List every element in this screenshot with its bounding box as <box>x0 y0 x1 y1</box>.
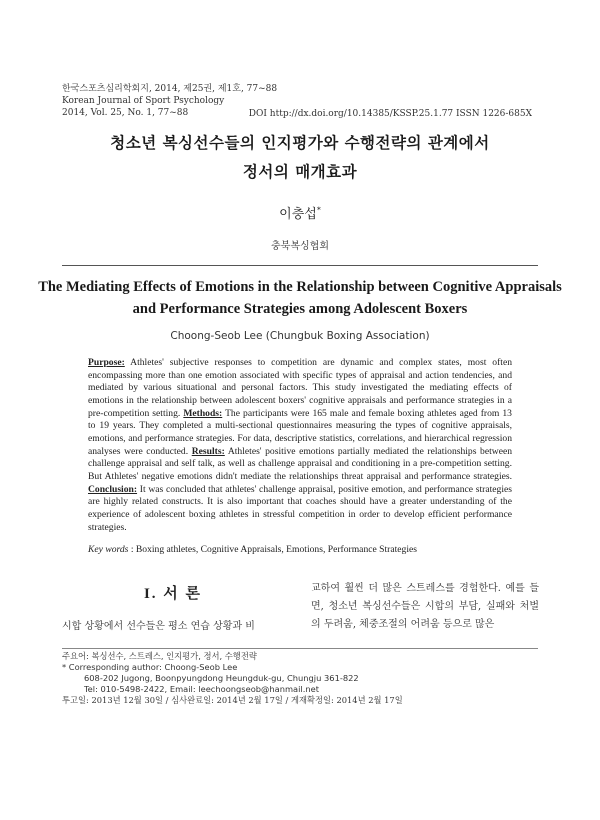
author-ko-mark: * <box>316 205 321 215</box>
conclusion-label: Conclusion: <box>88 483 138 495</box>
title-en-line2: and Performance Strategies among Adolescent Boxers <box>132 301 468 317</box>
author-en: Choong-Seob Lee (Chungbuk Boxing Association) <box>170 330 430 342</box>
footnote-divider <box>62 648 538 649</box>
keywords <box>88 544 518 555</box>
contact-text: Tel: 010-5498-2422, Email: leechoongseob@hanmail.net <box>84 684 319 694</box>
title-divider <box>62 265 538 266</box>
conclusion-text: It was concluded that athletes' challenge appraisal, positive emotion, and performance strategies are highly related constructs. It is also important that coaches should have a greater understanding of the experience of adolescent boxing athletes in stressful competition in order to develop efficient performance strategies. <box>88 483 512 533</box>
footnote-corresponding: * Corresponding author: Choong-Seob Lee <box>62 662 238 672</box>
journal-header-ko: 한국스포츠심리학회지, 2014, 제25권, 제1호, 77~88 <box>62 84 278 94</box>
results-text: Athletes' positive emotions partially mediated the relationships between challenge appraisal and self talk, as well as challenge appraisal and conditioning in a pre-competition setting. But Athletes' negative emotions didn't mediate the relationships threat appraisal and performance strategies. <box>88 445 513 482</box>
author-ko-name: 이충섭 <box>279 207 317 222</box>
footnote-address <box>62 673 359 684</box>
methods-label: Methods: <box>183 407 223 419</box>
title-en-line1: The Mediating Effects of Emotions in the Relationship between Cognitive Appraisals <box>38 279 562 295</box>
journal-header-en: Korean Journal of Sport Psychology <box>62 96 225 106</box>
footnote-contact <box>62 684 319 695</box>
body-text-right: 교하여 훨씬 더 많은 스트레스를 경험한다. 예를 들면, 청소년 복싱선수들은 시합의 부담, 실패와 처벌의 두려움, 체중조절의 어려움 등으로 많은 <box>311 583 539 630</box>
keywords-text: : Boxing athletes, Cognitive Appraisals, Emotions, Performance Strategies <box>128 544 417 555</box>
author-ko <box>0 203 600 222</box>
journal-volume: 2014, Vol. 25, No. 1, 77~88 <box>62 108 189 118</box>
title-ko-line2: 정서의 매개효과 <box>242 162 358 181</box>
footnote-keywords-ko: 주요어: 복싱선수, 스트레스, 인지평가, 정서, 수행전략 <box>62 651 257 661</box>
purpose-label: Purpose: <box>88 357 125 368</box>
keywords-label: Key words <box>88 544 129 555</box>
methods-text: The participants were 165 male and female boxing athletes aged from 13 to 19 years. They completed a multi-sectional questionnaires measuring the types of cognitive appraisals, emotions, and performance strategies. For data, descriptive statistics, correlations, and hierarchical regression analyses were conducted. <box>88 407 512 457</box>
results-label: Results: <box>191 445 225 457</box>
submission-dates: 투고일: 2013년 12월 30일 / 심사완료일: 2014년 2월 17일 / 게재확정일: 2014년 2월 17일 <box>62 695 403 705</box>
body-text-left: 시합 상황에서 선수들은 평소 연습 상황과 비 <box>62 621 255 632</box>
affiliation-ko: 충북복싱협회 <box>271 241 329 252</box>
purpose-text: Athletes' subjective responses to competition are dynamic and complex states, most often encompassing more than one emotion associated with specific types of appraisal and action tendencies, and mediated by various situational and personal factors. This study investigated the mediating effects of emotions in the relationship between adolescent boxers' cognitive appraisals and performance strategies in a pre-competition setting. <box>88 357 512 419</box>
title-ko-line1: 청소년 복싱선수들의 인지평가와 수행전략의 관계에서 <box>110 133 490 152</box>
abstract <box>88 357 512 534</box>
doi-issn: DOI http://dx.doi.org/10.14385/KSSP.25.1.77 ISSN 1226-685X <box>248 109 532 119</box>
section-heading: I. 서 론 <box>143 586 203 602</box>
address-text: 608-202 Jugong, Boonpyungdong Heungduk-gu, Chungju 361-822 <box>84 673 359 683</box>
